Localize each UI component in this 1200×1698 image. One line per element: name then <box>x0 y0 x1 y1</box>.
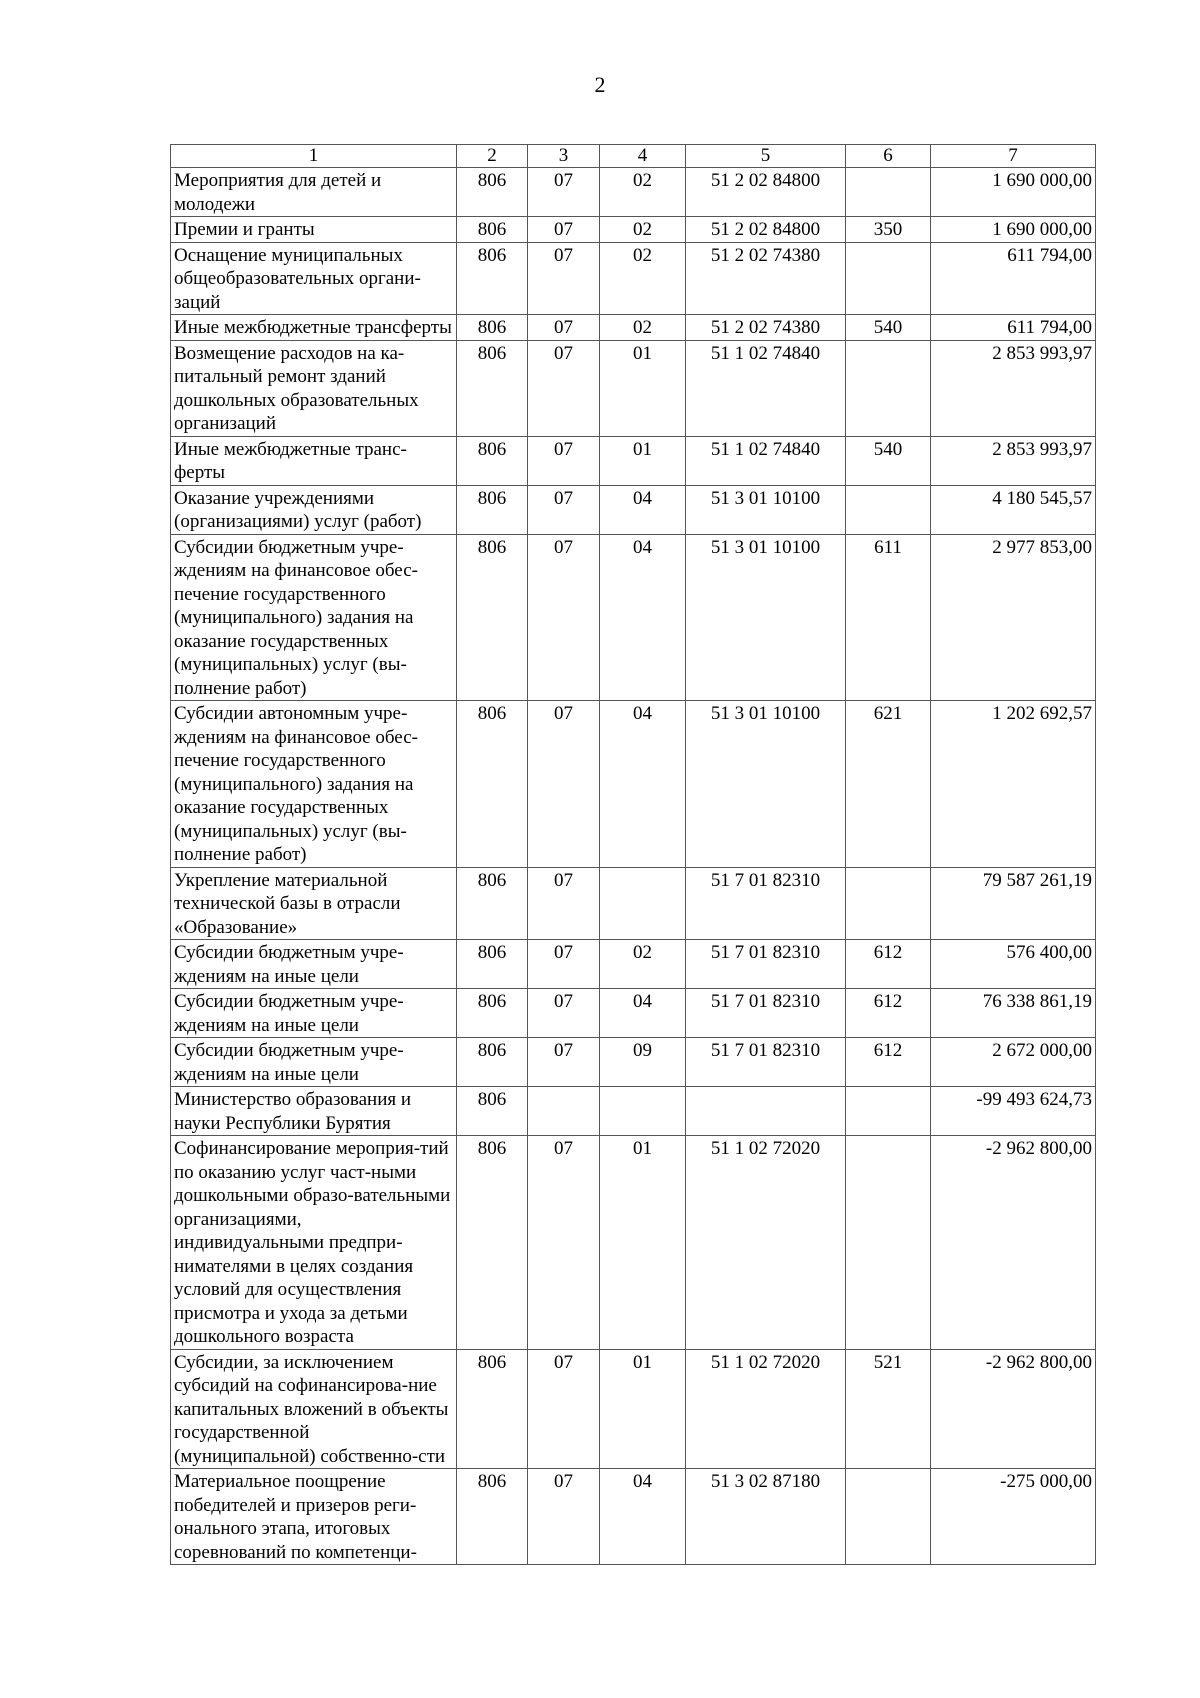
row-code-cell: 806 <box>457 1087 528 1136</box>
row-amount-cell: 1 202 692,57 <box>931 701 1096 868</box>
column-header: 3 <box>528 145 600 168</box>
header-row <box>171 145 1096 168</box>
row-section-cell: 07 <box>528 485 600 534</box>
row-amount-cell: 2 853 993,97 <box>931 436 1096 485</box>
row-type-cell: 350 <box>846 217 931 243</box>
table-row <box>171 1349 1096 1469</box>
row-section-cell: 07 <box>528 1349 600 1469</box>
table-body <box>171 168 1096 1565</box>
column-header: 2 <box>457 145 528 168</box>
row-subsection-cell: 02 <box>600 315 686 341</box>
row-code-cell: 806 <box>457 1038 528 1087</box>
row-name-cell: Мероприятия для детей и молодежи <box>171 168 457 217</box>
row-subsection-cell: 02 <box>600 940 686 989</box>
row-section-cell: 07 <box>528 701 600 868</box>
row-subsection-cell: 02 <box>600 217 686 243</box>
column-header: 6 <box>846 145 931 168</box>
table-row <box>171 1038 1096 1087</box>
table-row <box>171 436 1096 485</box>
row-name-cell: Министерство образования и науки Республики Бурятия <box>171 1087 457 1136</box>
table-row <box>171 315 1096 341</box>
table-row <box>171 340 1096 436</box>
row-target-cell: 51 3 01 10100 <box>686 485 846 534</box>
row-name-cell: Субсидии, за исключением субсидий на софинансирова-ние капитальных вложений в объекты государственной (муниципальной) собственно-сти <box>171 1349 457 1469</box>
row-type-cell: 540 <box>846 315 931 341</box>
row-amount-cell: 2 672 000,00 <box>931 1038 1096 1087</box>
row-type-cell: 621 <box>846 701 931 868</box>
row-code-cell: 806 <box>457 242 528 315</box>
row-type-cell <box>846 242 931 315</box>
table-row <box>171 989 1096 1038</box>
row-section-cell: 07 <box>528 1136 600 1350</box>
row-type-cell <box>846 867 931 940</box>
row-subsection-cell: 02 <box>600 168 686 217</box>
row-name-cell: Субсидии бюджетным учре-ждениям на иные цели <box>171 940 457 989</box>
row-name-cell: Софинансирование мероприя-тий по оказанию услуг част-ными дошкольными образо-вательными организациями, индивидуальными предпри-нимателями в целях создания условий для осуществления присмотра и ухода за детьми дошкольного возраста <box>171 1136 457 1350</box>
row-amount-cell: 611 794,00 <box>931 242 1096 315</box>
row-type-cell: 612 <box>846 940 931 989</box>
row-target-cell: 51 3 01 10100 <box>686 534 846 701</box>
row-name-cell: Иные межбюджетные транс-ферты <box>171 436 457 485</box>
row-target-cell: 51 2 02 84800 <box>686 217 846 243</box>
column-header: 5 <box>686 145 846 168</box>
row-code-cell: 806 <box>457 1349 528 1469</box>
row-name-cell: Возмещение расходов на ка-питальный ремонт зданий дошкольных образовательных организаций <box>171 340 457 436</box>
row-type-cell: 612 <box>846 989 931 1038</box>
row-section-cell: 07 <box>528 168 600 217</box>
row-code-cell: 806 <box>457 867 528 940</box>
row-name-cell: Субсидии бюджетным учре-ждениям на иные цели <box>171 989 457 1038</box>
row-target-cell: 51 7 01 82310 <box>686 1038 846 1087</box>
row-subsection-cell: 09 <box>600 1038 686 1087</box>
row-type-cell <box>846 1136 931 1350</box>
row-type-cell: 521 <box>846 1349 931 1469</box>
row-name-cell: Иные межбюджетные трансферты <box>171 315 457 341</box>
row-target-cell: 51 2 02 74380 <box>686 242 846 315</box>
table-row <box>171 534 1096 701</box>
table-row <box>171 701 1096 868</box>
table-row <box>171 1469 1096 1565</box>
row-code-cell: 806 <box>457 701 528 868</box>
row-subsection-cell: 04 <box>600 989 686 1038</box>
row-target-cell: 51 1 02 74840 <box>686 340 846 436</box>
row-amount-cell: 576 400,00 <box>931 940 1096 989</box>
column-header: 7 <box>931 145 1096 168</box>
row-name-cell: Оказание учреждениями (организациями) услуг (работ) <box>171 485 457 534</box>
row-section-cell: 07 <box>528 534 600 701</box>
row-subsection-cell: 04 <box>600 534 686 701</box>
table-row <box>171 1087 1096 1136</box>
page-number: 2 <box>594 72 606 97</box>
row-target-cell: 51 3 01 10100 <box>686 701 846 868</box>
row-section-cell: 07 <box>528 1469 600 1565</box>
row-code-cell: 806 <box>457 1136 528 1350</box>
row-section-cell: 07 <box>528 1038 600 1087</box>
row-code-cell: 806 <box>457 940 528 989</box>
row-name-cell: Субсидии автономным учре-ждениям на финансовое обес-печение государственного (муниципального) задания на оказание государственных (муниципальных) услуг (вы-полнение работ) <box>171 701 457 868</box>
row-code-cell: 806 <box>457 1469 528 1565</box>
row-subsection-cell: 04 <box>600 701 686 868</box>
row-amount-cell: -99 493 624,73 <box>931 1087 1096 1136</box>
row-name-cell: Укрепление материальной технической базы в отрасли «Образование» <box>171 867 457 940</box>
row-section-cell: 07 <box>528 242 600 315</box>
row-section-cell: 07 <box>528 940 600 989</box>
row-section-cell: 07 <box>528 315 600 341</box>
row-subsection-cell: 04 <box>600 1469 686 1565</box>
row-name-cell: Материальное поощрение победителей и призеров реги-онального этапа, итоговых соревнований по компетенци- <box>171 1469 457 1565</box>
table-row <box>171 217 1096 243</box>
row-section-cell <box>528 1087 600 1136</box>
row-subsection-cell: 02 <box>600 242 686 315</box>
row-type-cell: 540 <box>846 436 931 485</box>
row-code-cell: 806 <box>457 436 528 485</box>
row-target-cell: 51 1 02 74840 <box>686 436 846 485</box>
table-row <box>171 1136 1096 1350</box>
row-code-cell: 806 <box>457 485 528 534</box>
row-code-cell: 806 <box>457 340 528 436</box>
row-subsection-cell: 01 <box>600 1136 686 1350</box>
row-section-cell: 07 <box>528 989 600 1038</box>
row-target-cell: 51 2 02 74380 <box>686 315 846 341</box>
table-row <box>171 168 1096 217</box>
row-name-cell: Субсидии бюджетным учре-ждениям на иные цели <box>171 1038 457 1087</box>
row-section-cell: 07 <box>528 867 600 940</box>
row-amount-cell: 1 690 000,00 <box>931 217 1096 243</box>
row-target-cell: 51 1 02 72020 <box>686 1349 846 1469</box>
row-amount-cell: -2 962 800,00 <box>931 1136 1096 1350</box>
row-subsection-cell <box>600 1087 686 1136</box>
table-row <box>171 940 1096 989</box>
row-subsection-cell <box>600 867 686 940</box>
row-target-cell: 51 7 01 82310 <box>686 867 846 940</box>
row-target-cell: 51 7 01 82310 <box>686 940 846 989</box>
table-row <box>171 242 1096 315</box>
row-amount-cell: 79 587 261,19 <box>931 867 1096 940</box>
row-code-cell: 806 <box>457 534 528 701</box>
row-subsection-cell: 01 <box>600 436 686 485</box>
row-code-cell: 806 <box>457 315 528 341</box>
row-target-cell: 51 7 01 82310 <box>686 989 846 1038</box>
row-type-cell: 611 <box>846 534 931 701</box>
row-amount-cell: 76 338 861,19 <box>931 989 1096 1038</box>
row-type-cell <box>846 168 931 217</box>
row-name-cell: Премии и гранты <box>171 217 457 243</box>
row-type-cell <box>846 485 931 534</box>
row-amount-cell: 1 690 000,00 <box>931 168 1096 217</box>
budget-table <box>170 144 1096 1565</box>
row-amount-cell: -275 000,00 <box>931 1469 1096 1565</box>
row-section-cell: 07 <box>528 217 600 243</box>
row-code-cell: 806 <box>457 168 528 217</box>
row-amount-cell: 4 180 545,57 <box>931 485 1096 534</box>
row-name-cell: Субсидии бюджетным учре-ждениям на финансовое обес-печение государственного (муниципального) задания на оказание государственных (муниципальных) услуг (вы-полнение работ) <box>171 534 457 701</box>
row-section-cell: 07 <box>528 436 600 485</box>
row-amount-cell: 2 853 993,97 <box>931 340 1096 436</box>
row-section-cell: 07 <box>528 340 600 436</box>
row-type-cell <box>846 1469 931 1565</box>
row-subsection-cell: 01 <box>600 340 686 436</box>
table-row <box>171 867 1096 940</box>
row-target-cell: 51 3 02 87180 <box>686 1469 846 1565</box>
row-type-cell <box>846 1087 931 1136</box>
row-subsection-cell: 04 <box>600 485 686 534</box>
row-amount-cell: 611 794,00 <box>931 315 1096 341</box>
row-type-cell <box>846 340 931 436</box>
row-name-cell: Оснащение муниципальных общеобразовательных органи-заций <box>171 242 457 315</box>
row-target-cell <box>686 1087 846 1136</box>
row-amount-cell: -2 962 800,00 <box>931 1349 1096 1469</box>
row-code-cell: 806 <box>457 989 528 1038</box>
row-target-cell: 51 2 02 84800 <box>686 168 846 217</box>
table-row <box>171 485 1096 534</box>
column-header: 1 <box>171 145 457 168</box>
row-subsection-cell: 01 <box>600 1349 686 1469</box>
row-code-cell: 806 <box>457 217 528 243</box>
row-type-cell: 612 <box>846 1038 931 1087</box>
column-header: 4 <box>600 145 686 168</box>
row-amount-cell: 2 977 853,00 <box>931 534 1096 701</box>
row-target-cell: 51 1 02 72020 <box>686 1136 846 1350</box>
